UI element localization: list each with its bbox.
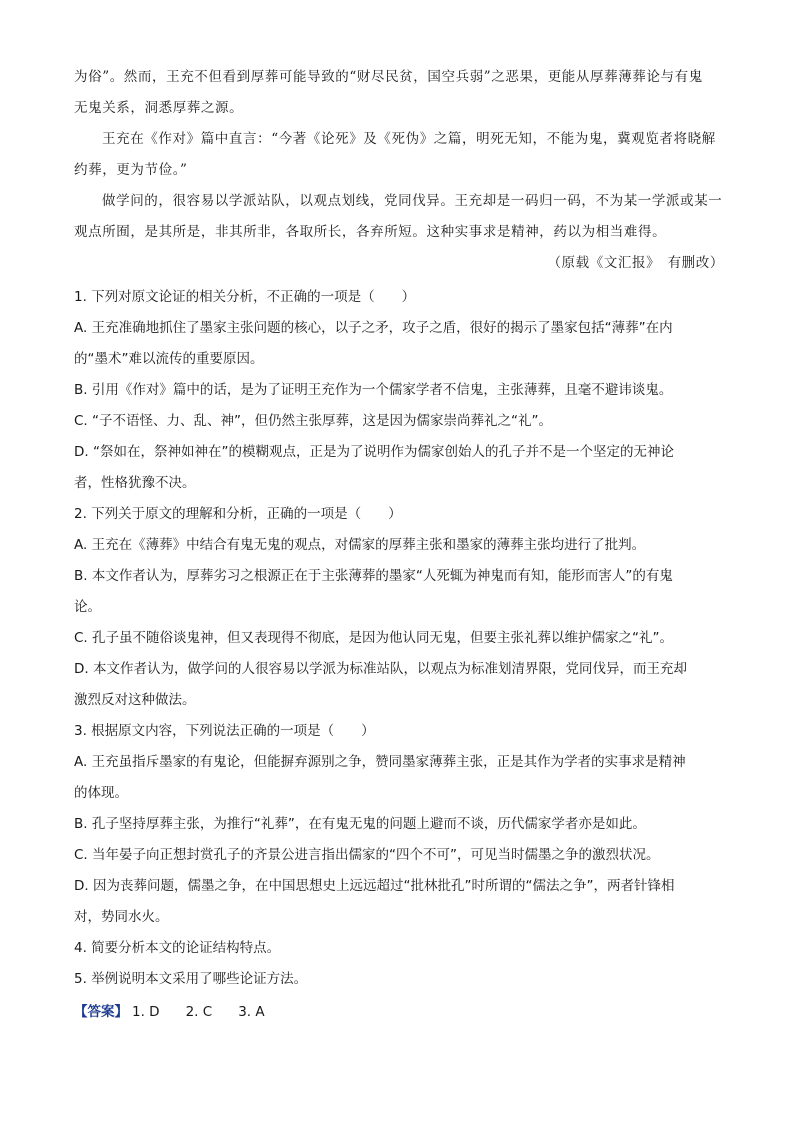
answer-3: 3. A [238,1004,265,1020]
question-2-stem: 2. 下列关于原文的理解和分析，正确的一项是（ ） [74,506,402,522]
question-1-option-a-cont: 的“墨术”难以流传的重要原因。 [74,351,264,367]
question-3-option-a-cont: 的体现。 [74,785,128,801]
question-2-option-d-cont: 激烈反对这种做法。 [74,692,196,708]
question-2-option-d: D. 本文作者认为，做学问的人很容易以学派为标准站队，以观点为标准划清界限，党同伐异，而王充却 [74,661,687,677]
question-3-option-a: A. 王充虽指斥墨家的有鬼论，但能摒弃源别之争，赞同墨家薄葬主张，正是其作为学者的实事求是精神 [74,754,686,770]
question-2-option-c: C. 孔子虽不随俗谈鬼神，但又表现得不彻底，是因为他认同无鬼，但要主张礼葬以维护儒家之“礼”。 [74,630,673,646]
question-3-stem: 3. 根据原文内容，下列说法正确的一项是（ ） [74,723,375,739]
question-2-option-b-cont: 论。 [74,599,101,615]
question-5: 5. 举例说明本文采用了哪些论证方法。 [74,971,308,987]
question-3-option-b: B. 孔子坚持厚葬主张，为推行“礼葬”，在有鬼无鬼的问题上避而不谈，历代儒家学者亦是如此。 [74,816,646,832]
question-1-option-b: B. 引用《作对》篇中的话，是为了证明王充作为一个儒家学者不信鬼，主张薄葬，且毫不避讳谈鬼。 [74,382,673,398]
question-1-option-a: A. 王充准确地抓住了墨家主张问题的核心，以子之矛，攻子之盾，很好的揭示了墨家包括“薄葬”在内 [74,320,673,336]
question-1-option-d-cont: 者，性格犹豫不决。 [74,475,196,491]
passage-line: 王充在《作对》篇中直言：“今著《论死》及《死伪》之篇，明死无知，不能为鬼，冀观览者将晓解 [102,131,716,147]
question-list [74,282,724,995]
question-1-stem: 1. 下列对原文论证的相关分析，不正确的一项是（ ） [74,289,416,305]
passage-line: 观点所囿，是其所是，非其所非，各取所长，各弃所短。这种实事求是精神，药以为相当难得。 [74,224,667,240]
passage-line: 约葬，更为节俭。” [74,162,188,178]
question-3-option-d-cont: 对，势同水火。 [74,909,169,925]
passage-line: 无鬼关系，洞悉厚葬之源。 [74,100,244,116]
question-1-option-d: D. “祭如在，祭神如神在”的模糊观点，正是为了说明作为儒家创始人的孔子并不是一个坚定的无神论 [74,444,674,460]
question-3-option-c: C. 当年晏子向正想封赏孔子的齐景公进言指出儒家的“四个不可”，可见当时儒墨之争的激烈状况。 [74,847,660,863]
passage-line: 做学问的，很容易以学派站队，以观点划线，党同伐异。王充却是一码归一码，不为某一学派或某一 [102,193,723,209]
passage-source: （原载《文汇报》 有删改） [547,255,724,271]
answer-line [74,997,287,1028]
answer-label: 【答案】 [74,1004,128,1020]
question-1-option-c: C. “子不语怪、力、乱、神”，但仍然主张厚葬，这是因为儒家崇尚葬礼之“礼”。 [74,413,552,429]
answer-2: 2. C [185,1004,213,1020]
question-2-option-a: A. 王充在《薄葬》中结合有鬼无鬼的观点，对儒家的厚葬主张和墨家的薄葬主张均进行了批判。 [74,537,646,553]
answer-1: 1. D [132,1004,160,1020]
question-2-option-b: B. 本文作者认为，厚葬劣习之根源正在于主张薄葬的墨家“人死辄为神鬼而有知，能形而害人”的有鬼 [74,568,673,584]
question-4: 4. 简要分析本文的论证结构特点。 [74,940,281,956]
reading-passage [74,62,724,279]
passage-line: 为俗”。然而，王充不但看到厚葬可能导致的“财尽民贫，国空兵弱”之恶果，更能从厚葬薄葬论与有鬼 [74,69,703,85]
question-3-option-d: D. 因为丧葬问题，儒墨之争，在中国思想史上远远超过“批林批孔”时所谓的“儒法之争”，两者针锋相 [74,878,675,894]
